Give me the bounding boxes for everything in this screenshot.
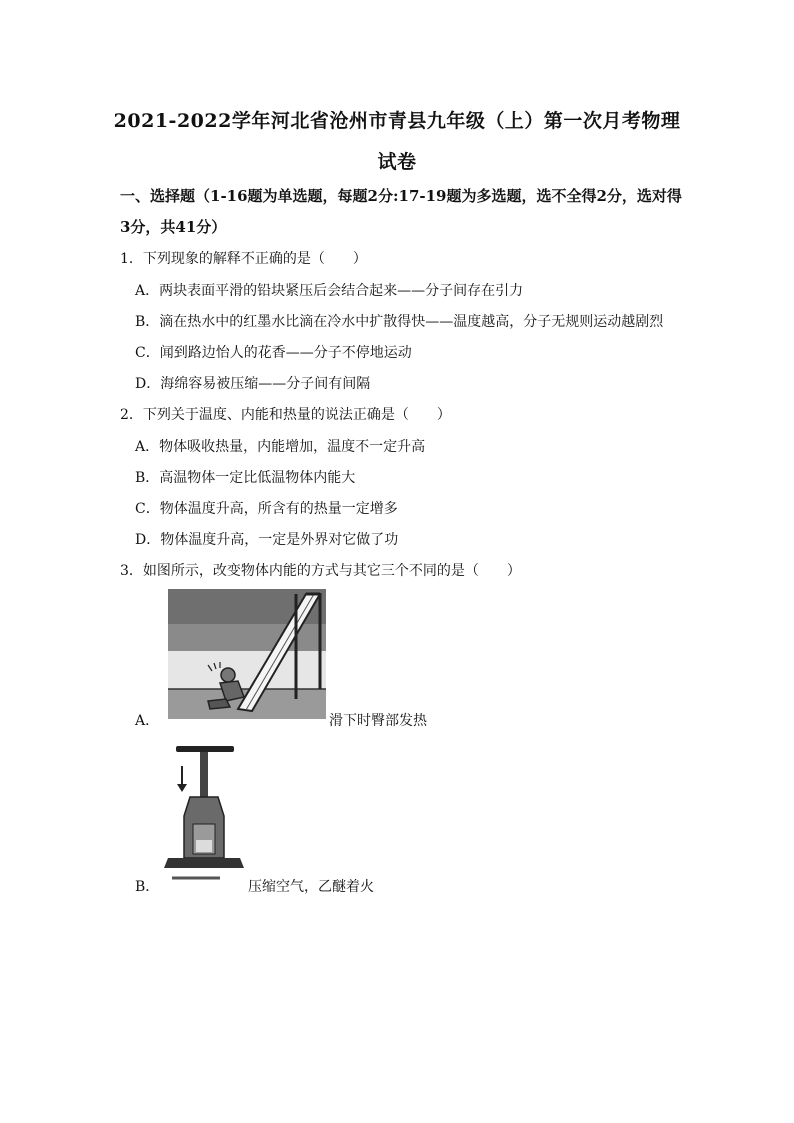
question-3-option-a-letter: A．	[135, 713, 160, 729]
page-title: 2021-2022学年河北省沧州市青县九年级（上）第一次月考物理	[113, 110, 681, 132]
question-2-stem: 2．下列关于温度、内能和热量的说法正确是（ ）	[120, 407, 451, 423]
question-2-option-a: A．物体吸收热量，内能增加，温度不一定升高	[135, 439, 426, 455]
compression-syringe-figure	[160, 740, 246, 890]
section-heading: 一、选择题（1-16题为单选题，每题2分:17-19题为多选题，选不全得2分，选对得3分，共41分）	[120, 187, 682, 236]
page-title-continued: 试卷	[377, 151, 417, 173]
question-2-option-c: C．物体温度升高，所含有的热量一定增多	[135, 501, 398, 517]
question-1-option-c: C．闻到路边怡人的花香——分子不停地运动	[135, 345, 412, 361]
question-3-stem: 3．如图所示，改变物体内能的方式与其它三个不同的是（ ）	[120, 563, 521, 579]
question-1-option-a: A．两块表面平滑的铅块紧压后会结合起来——分子间存在引力	[135, 283, 524, 299]
question-2-option-d: D．物体温度升高，一定是外界对它做了功	[135, 532, 399, 548]
question-3-option-b-letter: B．	[135, 879, 160, 895]
question-2-option-b: B．高温物体一定比低温物体内能大	[135, 470, 356, 486]
question-3-option-a-text: 滑下时臀部发热	[329, 713, 427, 729]
question-1-option-d: D．海绵容易被压缩——分子间有间隔	[135, 376, 371, 392]
question-1-stem: 1．下列现象的解释不正确的是（ ）	[120, 251, 367, 267]
question-3-option-b-text: 压缩空气，乙醚着火	[248, 879, 374, 895]
question-1-option-b: B．滴在热水中的红墨水比滴在冷水中扩散得快——温度越高，分子无规则运动越剧烈	[135, 314, 664, 330]
slide-figure	[168, 589, 326, 719]
